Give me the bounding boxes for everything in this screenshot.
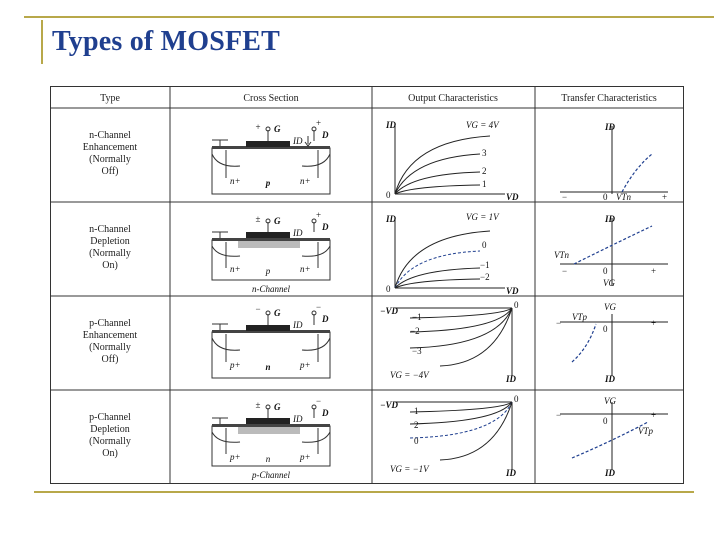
cross-section-diagram bbox=[212, 396, 330, 480]
gate-label: G bbox=[274, 124, 281, 134]
threshold-label: VTp bbox=[572, 312, 588, 322]
x-plus: + bbox=[662, 192, 668, 202]
x-axis-label: VG bbox=[604, 396, 616, 406]
threshold-label: VTn bbox=[554, 250, 570, 260]
header-cross-section: Cross Section bbox=[243, 93, 299, 104]
x-zero: 0 bbox=[603, 266, 608, 276]
type-line: Enhancement bbox=[82, 330, 138, 341]
oxide-contacts bbox=[212, 424, 330, 427]
body-label: p bbox=[265, 266, 271, 276]
transfer-curve bbox=[622, 154, 652, 192]
drain-region-label: p+ bbox=[300, 360, 311, 370]
table-border bbox=[51, 87, 684, 484]
curve-label: VG = 4V bbox=[466, 120, 499, 130]
drain-current-label: ID bbox=[293, 228, 303, 238]
mosfet-types-table bbox=[50, 86, 684, 484]
curve bbox=[395, 268, 480, 288]
type-line: Enhancement bbox=[82, 142, 138, 153]
curve-label: VG = −1V bbox=[390, 464, 429, 474]
curve-label: 2 bbox=[482, 166, 487, 176]
gate-label: G bbox=[274, 402, 281, 412]
type-line: Off) bbox=[101, 166, 119, 177]
drain-current-label: ID bbox=[293, 136, 303, 146]
output-characteristics bbox=[385, 212, 519, 296]
y-axis-label: ID bbox=[605, 374, 616, 384]
x-axis-label: VD bbox=[506, 192, 519, 202]
channel bbox=[238, 241, 300, 248]
drain-current-label: ID bbox=[293, 320, 303, 330]
gate-sign: − bbox=[255, 304, 261, 314]
channel bbox=[238, 427, 300, 434]
y-axis-label: ID bbox=[386, 120, 397, 130]
drain-sign: − bbox=[316, 396, 322, 406]
x-plus: + bbox=[651, 410, 657, 420]
origin-label: 0 bbox=[386, 284, 391, 294]
type-line: p-Channel bbox=[89, 412, 131, 423]
threshold-label: VTp bbox=[638, 426, 654, 436]
transfer-characteristics bbox=[556, 302, 668, 384]
curve-label: 1 bbox=[414, 406, 419, 416]
gate-electrode bbox=[246, 418, 290, 424]
curve-label: −1 bbox=[412, 312, 422, 322]
type-line: (Normally bbox=[89, 342, 131, 353]
drain-well bbox=[302, 338, 330, 350]
type-line: On) bbox=[102, 448, 118, 459]
output-characteristics bbox=[380, 394, 519, 478]
substrate bbox=[212, 148, 330, 194]
gate-electrode bbox=[246, 141, 290, 147]
substrate bbox=[212, 332, 330, 378]
type-line: Off) bbox=[101, 354, 119, 365]
curve bbox=[395, 279, 480, 288]
x-axis-label: ID bbox=[506, 374, 517, 384]
drain-label: D bbox=[322, 222, 329, 232]
body-label: n bbox=[265, 362, 271, 372]
type-line: (Normally bbox=[89, 248, 131, 259]
curve-label: −2 bbox=[480, 272, 490, 282]
gate-sign: ± bbox=[255, 214, 261, 224]
type-line: n-Channel bbox=[89, 224, 131, 235]
curve bbox=[410, 402, 512, 412]
table-svg bbox=[50, 86, 684, 484]
header-output: Output Characteristics bbox=[408, 93, 498, 104]
y-axis-label: ID bbox=[605, 468, 616, 478]
curve-label: 2 bbox=[414, 420, 419, 430]
drain-label: D bbox=[322, 314, 329, 324]
header-transfer: Transfer Characteristics bbox=[561, 93, 657, 104]
y-axis-label: ID bbox=[386, 214, 397, 224]
x-minus: − bbox=[556, 410, 562, 420]
source-region-label: p+ bbox=[230, 360, 241, 370]
origin-label: 0 bbox=[514, 300, 519, 310]
origin-label: 0 bbox=[514, 394, 519, 404]
drain-label: D bbox=[322, 408, 329, 418]
type-line: (Normally bbox=[89, 154, 131, 165]
gate-electrode bbox=[246, 325, 290, 331]
transfer-curve bbox=[572, 422, 648, 458]
source-region-label: p+ bbox=[230, 452, 241, 462]
source-region-label: n+ bbox=[230, 176, 241, 186]
transfer-curve bbox=[574, 226, 652, 264]
drain-well bbox=[302, 432, 330, 442]
x-axis-label: VG bbox=[604, 302, 616, 312]
x-minus: − bbox=[562, 192, 568, 202]
curve-label: 0 bbox=[414, 436, 419, 446]
channel-caption: p-Channel bbox=[252, 470, 290, 480]
drain-region-label: n+ bbox=[300, 176, 311, 186]
curve bbox=[410, 402, 512, 424]
gate-label: G bbox=[274, 308, 281, 318]
y-axis-label: ID bbox=[605, 122, 616, 132]
x-axis-label: VD bbox=[506, 286, 519, 296]
x-zero: 0 bbox=[603, 324, 608, 334]
cross-section-diagram bbox=[212, 302, 330, 378]
body-label: n bbox=[265, 454, 271, 464]
origin-label: 0 bbox=[386, 190, 391, 200]
x-axis-label: VG bbox=[603, 278, 615, 288]
y-axis-label: −VD bbox=[380, 400, 398, 410]
drain-label: D bbox=[322, 130, 329, 140]
type-line: On) bbox=[102, 260, 118, 271]
cross-section-diagram bbox=[212, 210, 330, 294]
curve-label: 0 bbox=[482, 240, 487, 250]
x-axis-label: ID bbox=[506, 468, 517, 478]
y-axis-label: ID bbox=[605, 214, 616, 224]
curve-label: −2 bbox=[410, 326, 420, 336]
transfer-characteristics bbox=[556, 396, 668, 478]
transfer-curve bbox=[572, 324, 596, 362]
type-line: (Normally bbox=[89, 436, 131, 447]
channel-caption: n-Channel bbox=[252, 284, 290, 294]
curve-label: 1 bbox=[482, 179, 487, 189]
x-minus: − bbox=[562, 266, 568, 276]
output-characteristics bbox=[380, 300, 519, 384]
top-accent-line bbox=[24, 16, 714, 18]
oxide-contacts bbox=[212, 238, 330, 241]
drain-sign: − bbox=[316, 302, 322, 312]
gate-electrode bbox=[246, 232, 290, 238]
type-line: Depletion bbox=[90, 424, 130, 435]
body-label: p bbox=[265, 178, 271, 188]
output-characteristics bbox=[385, 120, 519, 202]
curve-label: 3 bbox=[482, 148, 487, 158]
left-accent-bar bbox=[41, 20, 43, 64]
type-line: n-Channel bbox=[89, 130, 131, 141]
drain-sign: + bbox=[316, 210, 322, 220]
gate-label: G bbox=[274, 216, 281, 226]
curve bbox=[395, 154, 480, 194]
curve bbox=[410, 308, 512, 318]
gate-sign: + bbox=[255, 122, 261, 132]
gate-sign: ± bbox=[255, 400, 261, 410]
curve-label: VG = 1V bbox=[466, 212, 499, 222]
x-plus: + bbox=[651, 318, 657, 328]
drain-region-label: p+ bbox=[300, 452, 311, 462]
drain-sign: + bbox=[316, 118, 322, 128]
row-p-depletion bbox=[89, 394, 668, 480]
row-n-depletion bbox=[89, 210, 668, 296]
threshold-label: VTn bbox=[616, 192, 632, 202]
bottom-accent-line bbox=[34, 491, 694, 493]
curve-label: −1 bbox=[480, 260, 490, 270]
y-axis-label: −VD bbox=[380, 306, 398, 316]
curve bbox=[395, 185, 480, 194]
x-zero: 0 bbox=[603, 416, 608, 426]
drain-current-label: ID bbox=[293, 414, 303, 424]
x-minus: − bbox=[556, 318, 562, 328]
x-zero: 0 bbox=[603, 192, 608, 202]
row-n-enhancement bbox=[83, 118, 668, 202]
curve bbox=[395, 251, 480, 288]
type-line: p-Channel bbox=[89, 318, 131, 329]
cross-section-diagram bbox=[212, 118, 330, 194]
slide-title: Types of MOSFET bbox=[52, 26, 281, 57]
curve bbox=[410, 308, 512, 332]
transfer-characteristics bbox=[560, 122, 668, 202]
curve-label: VG = −4V bbox=[390, 370, 429, 380]
drain-well bbox=[302, 154, 330, 166]
drain-well bbox=[302, 246, 330, 256]
type-line: Depletion bbox=[90, 236, 130, 247]
transfer-characteristics bbox=[554, 214, 668, 288]
drain-region-label: n+ bbox=[300, 264, 311, 274]
curve-label: −3 bbox=[412, 346, 422, 356]
source-region-label: n+ bbox=[230, 264, 241, 274]
x-plus: + bbox=[651, 266, 657, 276]
row-p-enhancement bbox=[83, 300, 668, 384]
header-type: Type bbox=[100, 93, 120, 104]
